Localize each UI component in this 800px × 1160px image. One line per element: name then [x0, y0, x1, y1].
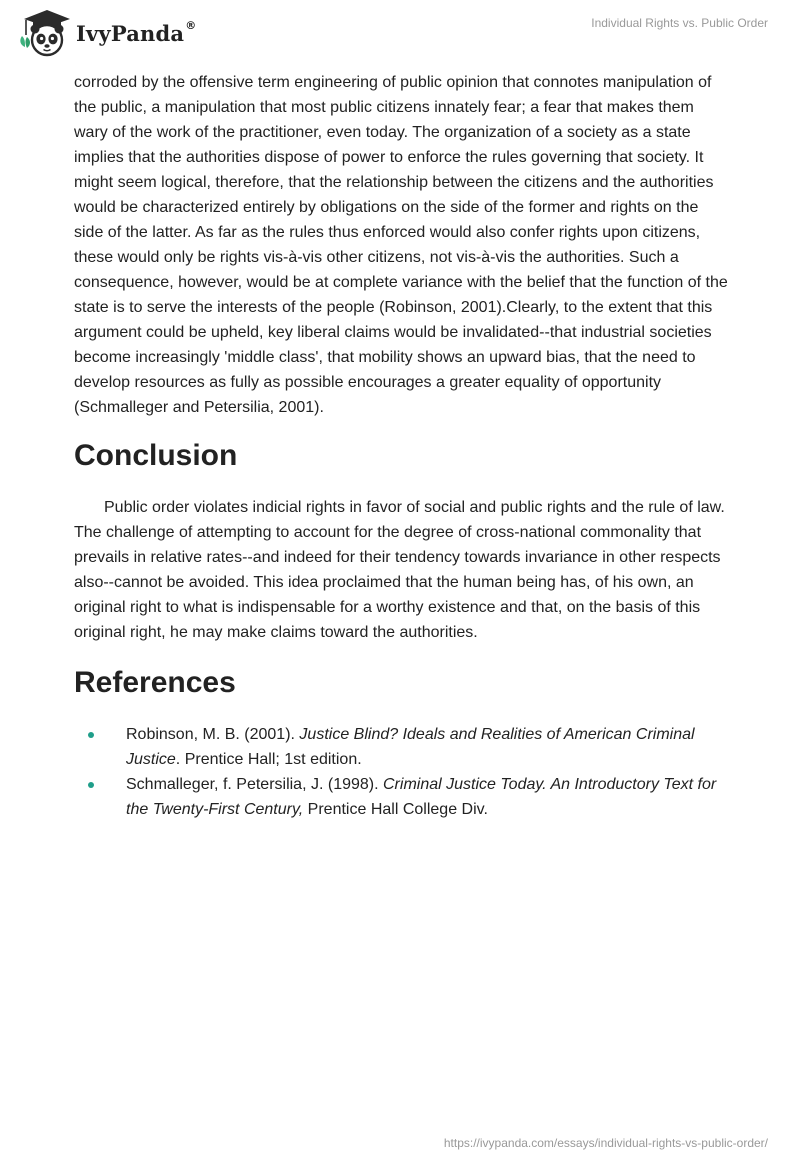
document-title: Individual Rights vs. Public Order: [591, 16, 768, 30]
references-heading: References: [74, 666, 236, 699]
ivypanda-logo[interactable]: [16, 9, 196, 57]
panda-graduate-icon: [16, 9, 72, 57]
reference-title: Criminal Justice Today. An Introductory Text for the Twenty-First Century,: [126, 776, 717, 818]
conclusion-paragraph: Public order violates indicial rights in favor of social and public rights and the rule of law. The challenge of attempting to account for the degree of cross-national commonality that prevails in relative rates--and indeed for their tendency towards invariance in other respects also--cannot be avoided. This idea proclaimed that the human being has, of his own, an original right to what is indispensable for a worthy existence and that, on the basis of this original right, he may make claims toward the authorities.: [74, 499, 725, 641]
registered-mark: ®: [185, 18, 197, 32]
source-url[interactable]: https://ivypanda.com/essays/individual-rights-vs-public-order/: [443, 1136, 768, 1150]
reference-title: Justice Blind? Ideals and Realities of American Criminal Justice: [126, 726, 695, 768]
references-list: [74, 722, 730, 822]
bullet-icon: [88, 732, 94, 738]
reference-publisher: . Prentice Hall; 1st edition.: [175, 751, 362, 768]
intro-paragraph: corroded by the offensive term engineering of public opinion that connotes manipulation of the public, a manipulation that most public citizens innately fear; a fear that makes them wary of the work of the practitioner, even today. The organization of a society as a state implies that the authorities dispose of power to enforce the rules governing that society. It might seem logical, therefore, that the relationship between the citizens and the authorities would be characterized entirely by obligations on the side of the former and rights on the side of the latter. As far as the rules thus enforced would also confer rights upon citizens, these would only be rights vis-à-vis other citizens, not vis-à-vis the authorities. Such a consequence, however, would be at complete variance with the belief that the function of the state is to serve the interests of the people (Robinson, 2001).Clearly, to the extent that this argument could be upheld, key liberal claims would be invalidated--that industrial societies become increasingly 'middle class', that mobility shows an upward bias, that the need to develop resources as fully as possible encourages a greater equality of opportunity (Schmalleger and Petersilia, 2001).: [74, 74, 728, 416]
bullet-icon: [88, 782, 94, 788]
reference-authors: Robinson, M. B. (2001).: [126, 726, 300, 743]
reference-item: [74, 772, 730, 822]
conclusion-heading: Conclusion: [74, 439, 238, 472]
reference-authors: Schmalleger, f. Petersilia, J. (1998).: [126, 776, 383, 793]
reference-publisher: Prentice Hall College Div.: [303, 801, 488, 818]
reference-item: [74, 722, 730, 772]
page-header: [0, 0, 800, 64]
brand-name: IvyPanda®: [76, 18, 197, 46]
essay-content: [74, 70, 730, 822]
